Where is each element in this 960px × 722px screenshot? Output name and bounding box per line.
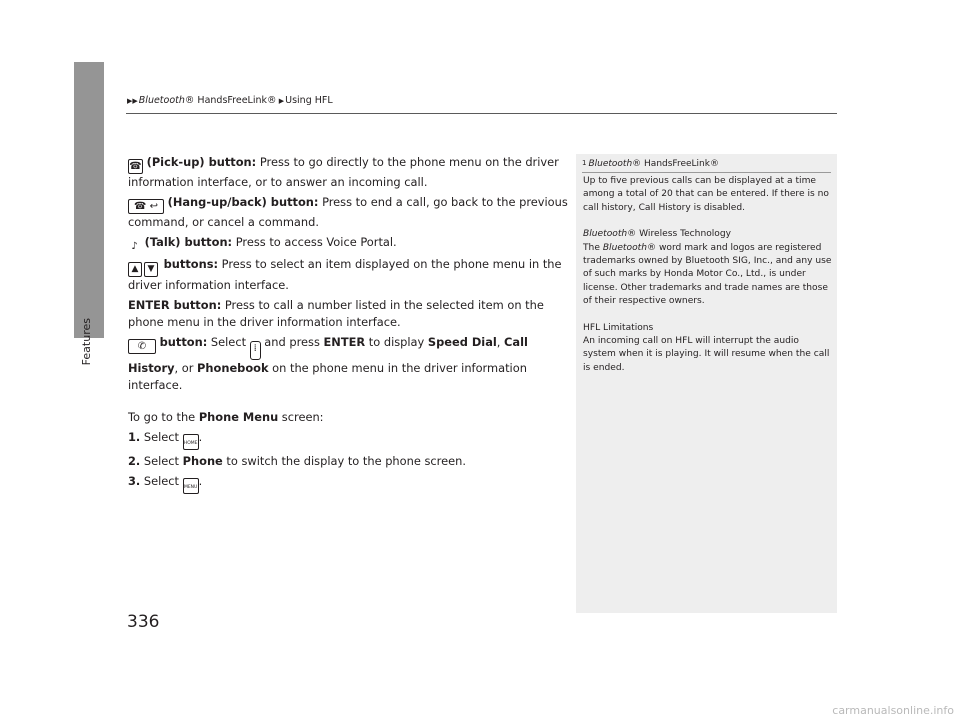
hangup-label: (Hang-up/back) button: <box>167 195 319 209</box>
or-text: , or <box>174 361 198 375</box>
talk-label: (Talk) button: <box>144 235 233 249</box>
sidebar-note-1: Up to five previous calls can be displayed at a time among a total of 20 that can be entered. If there is no call history, Call History is disabled. <box>583 176 829 213</box>
enter-label: ENTER button: <box>128 298 222 312</box>
dial-icon: ⁞ <box>250 341 261 360</box>
down-icon: ▼ <box>144 262 158 277</box>
sidebar-heading <box>582 159 719 169</box>
sidebar-heading-rest: ® HandsFreeLink® <box>632 159 719 169</box>
sidebar-italic: Bluetooth <box>602 242 647 253</box>
section-tab <box>74 62 104 338</box>
comma: , <box>496 335 505 349</box>
step-text: Select <box>140 454 183 468</box>
phone-button-paragraph <box>128 334 568 394</box>
pickup-paragraph <box>128 154 568 191</box>
page-number: 336 <box>127 612 160 632</box>
sidebar-note-2 <box>583 228 833 241</box>
goto-paragraph <box>128 409 568 426</box>
breadcrumb-item-suffix[interactable]: ® HandsFreeLink® <box>184 95 277 106</box>
menu-icon-text: MENU <box>183 485 198 490</box>
step-end: to switch the display to the phone screen. <box>222 454 466 468</box>
updown-paragraph <box>128 256 568 294</box>
step-number: 2. <box>128 454 141 468</box>
header-divider <box>126 113 837 114</box>
step-end: . <box>198 474 203 488</box>
pickup-text: Press to go directly to the phone menu on the driver information interface, or to answer an incoming call. <box>128 155 559 189</box>
sidebar-note-4: HFL Limitations <box>583 322 654 333</box>
hangup-text: Press to end a call, go back to the previous command, or cancel a command. <box>128 195 568 229</box>
phonebook-term: Phonebook <box>197 361 269 375</box>
goto-text: To go to the <box>128 410 199 424</box>
spacer <box>583 215 833 228</box>
hangup-icon: ☎ ↩ <box>128 199 164 214</box>
main-content <box>128 154 568 497</box>
enter-paragraph <box>128 297 568 331</box>
phone-button-text: Select <box>207 335 250 349</box>
home-icon <box>183 434 199 450</box>
step-1 <box>128 429 568 450</box>
note-sidebar <box>576 154 837 613</box>
step-number: 1. <box>128 430 141 444</box>
section-label: Features <box>80 318 93 366</box>
sidebar-heading-italic: Bluetooth <box>588 159 633 169</box>
goto-suffix: screen: <box>278 410 324 424</box>
spacer <box>128 397 568 409</box>
spacer <box>583 309 833 322</box>
watermark: carmanualsonline.info <box>832 704 954 717</box>
phone-term: Phone <box>182 454 223 468</box>
step-2 <box>128 453 568 470</box>
up-icon: ▲ <box>128 262 142 277</box>
sidebar-divider <box>582 172 831 173</box>
step-text: Select <box>140 430 183 444</box>
step-text: Select <box>140 474 183 488</box>
sidebar-text: ® word mark and logos are registered trademarks owned by Bluetooth SIG, Inc., and any use of such marks by Honda Motor Co., Ltd., is under license. Other trademarks and trade names are those of their respective owners. <box>583 242 832 307</box>
sidebar-italic: Bluetooth <box>583 229 628 240</box>
talk-icon: ♪ <box>128 240 141 253</box>
breadcrumb-item-using-hfl[interactable]: Using HFL <box>285 95 333 106</box>
phone-button-label: button: <box>159 335 208 349</box>
phone-button-text: and press <box>260 335 324 349</box>
breadcrumb <box>127 95 333 106</box>
step-number: 3. <box>128 474 141 488</box>
note-number: 1 <box>582 159 587 167</box>
pickup-icon: ☎ <box>129 161 142 172</box>
breadcrumb-arrow-icon: ▶ <box>276 96 285 105</box>
pickup-label: (Pick-up) button: <box>146 155 257 169</box>
phone-menu-term: Phone Menu <box>198 410 279 424</box>
phone-button-text: to display <box>365 335 428 349</box>
step-3 <box>128 473 568 494</box>
step-end: . <box>198 430 203 444</box>
home-icon-text: HOME <box>183 441 198 446</box>
updown-label: buttons: <box>163 257 219 271</box>
sidebar-text: ® Wireless Technology <box>627 229 732 240</box>
breadcrumb-item-bluetooth[interactable]: Bluetooth <box>138 95 185 106</box>
phone-icon: ✆ <box>128 339 156 354</box>
hangup-paragraph <box>128 194 568 231</box>
enter-word: ENTER <box>323 335 366 349</box>
sidebar-note-5: An incoming call on HFL will interrupt the audio system when it is playing. It will resume when the call is ended. <box>583 336 830 373</box>
speed-dial-term: Speed Dial <box>427 335 497 349</box>
breadcrumb-arrow-icon: ▶▶ <box>127 96 138 105</box>
sidebar-text: The <box>583 242 603 253</box>
sidebar-body <box>583 175 833 375</box>
call-history-term: Call History <box>128 335 528 375</box>
phone-button-text: on the phone menu in the driver information interface. <box>128 361 527 392</box>
talk-paragraph <box>128 234 568 253</box>
talk-text: Press to access Voice Portal. <box>232 235 397 249</box>
menu-icon <box>183 478 199 494</box>
sidebar-note-3 <box>583 242 833 309</box>
enter-text: Press to call a number listed in the selected item on the phone menu in the driver information interface. <box>128 298 544 329</box>
updown-text: Press to select an item displayed on the phone menu in the driver information interface. <box>128 257 562 292</box>
